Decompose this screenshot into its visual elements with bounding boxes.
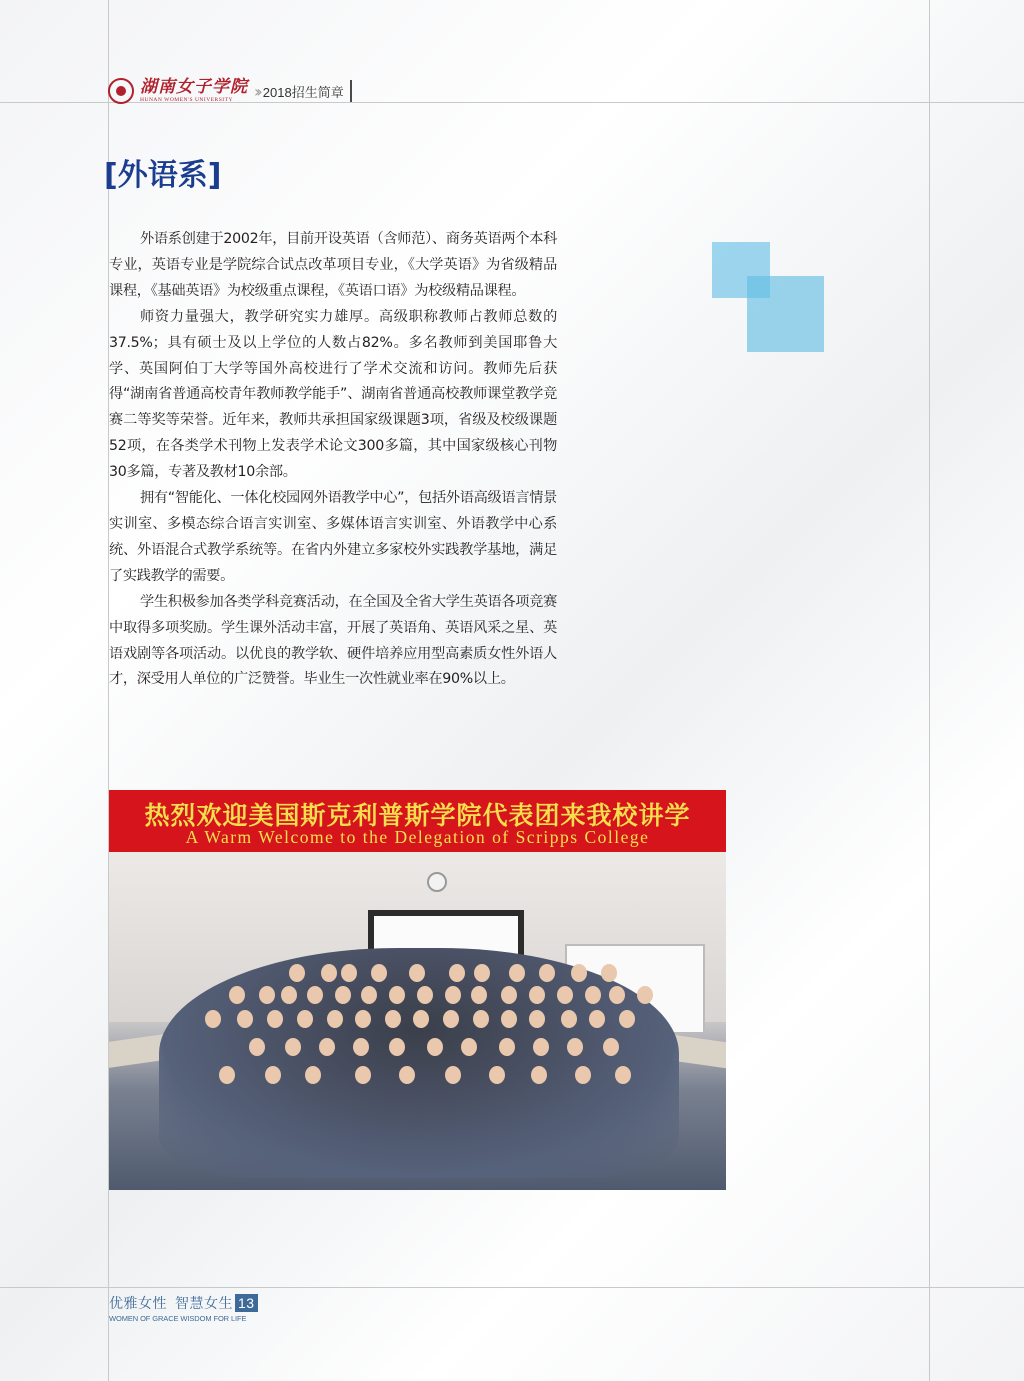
student-face bbox=[561, 1010, 577, 1028]
group-photo bbox=[109, 790, 726, 1190]
student-face bbox=[409, 964, 425, 982]
student-face bbox=[285, 1038, 301, 1056]
page-footer bbox=[109, 1293, 258, 1323]
student-face bbox=[341, 964, 357, 982]
logo-chinese-name: 湖南女子学院 bbox=[140, 76, 248, 97]
student-face bbox=[289, 964, 305, 982]
paragraph-students: 学生积极参加各类学科竞赛活动，在全国及全省大学生英语各项竞赛中取得多项奖励。学生课外活动丰富，开展了英语角、英语风采之星、英语戏剧等各项活动。以优良的教学软、硬件培养应用型高素质女性外语人才，深受用人单位的广泛赞誉。毕业生一次性就业率在90%以上。 bbox=[109, 593, 557, 688]
student-face bbox=[445, 986, 461, 1004]
student-face bbox=[571, 964, 587, 982]
student-face bbox=[529, 1010, 545, 1028]
student-face bbox=[355, 1010, 371, 1028]
student-face bbox=[557, 986, 573, 1004]
student-face bbox=[474, 964, 490, 982]
logo-english-name: HUNAN WOMEN'S UNIVERSITY bbox=[140, 96, 233, 103]
banner-chinese-text: 热烈欢迎美国斯克利普斯学院代表团来我校讲学 bbox=[144, 801, 691, 830]
student-face bbox=[361, 986, 377, 1004]
student-face bbox=[297, 1010, 313, 1028]
student-face bbox=[417, 986, 433, 1004]
student-face bbox=[327, 1010, 343, 1028]
student-face bbox=[371, 964, 387, 982]
student-face bbox=[265, 1066, 281, 1084]
student-face bbox=[473, 1010, 489, 1028]
student-face bbox=[539, 964, 555, 982]
department-description bbox=[109, 227, 557, 693]
page-header bbox=[108, 76, 352, 106]
student-face bbox=[575, 1066, 591, 1084]
student-group bbox=[159, 948, 679, 1178]
student-face bbox=[615, 1066, 631, 1084]
student-face bbox=[531, 1066, 547, 1084]
student-face bbox=[389, 1038, 405, 1056]
welcome-banner bbox=[109, 790, 726, 852]
page-number: 13 bbox=[235, 1294, 258, 1312]
paragraph-history: 外语系创建于2002年，目前开设英语（含师范）、商务英语两个本科专业，英语专业是学院综合试点改革项目专业，《大学英语》为省级精品课程，《基础英语》为校级重点课程，《英语口语》为校级精品课程。 bbox=[109, 231, 557, 299]
student-face bbox=[533, 1038, 549, 1056]
student-face bbox=[499, 1038, 515, 1056]
student-face bbox=[501, 986, 517, 1004]
student-face bbox=[529, 986, 545, 1004]
student-face bbox=[443, 1010, 459, 1028]
student-face bbox=[489, 1066, 505, 1084]
student-face bbox=[619, 1010, 635, 1028]
student-face bbox=[335, 986, 351, 1004]
student-face bbox=[229, 986, 245, 1004]
footer-slogan bbox=[109, 1293, 258, 1313]
decorative-square-large bbox=[747, 276, 824, 352]
student-face bbox=[307, 986, 323, 1004]
student-face bbox=[259, 986, 275, 1004]
student-face bbox=[267, 1010, 283, 1028]
student-face bbox=[501, 1010, 517, 1028]
student-face bbox=[413, 1010, 429, 1028]
student-face bbox=[399, 1066, 415, 1084]
footer-slogan-wisdom: 智慧女生 bbox=[175, 1296, 233, 1312]
student-face bbox=[305, 1066, 321, 1084]
student-face bbox=[219, 1066, 235, 1084]
student-face bbox=[509, 964, 525, 982]
paragraph-facilities: 拥有“智能化、一体化校园网外语教学中心”，包括外语高级语言情景实训室、多模态综合语言实训室、多媒体语言实训室、外语教学中心系统、外语混合式教学系统等。在省内外建立多家校外实践教学基地，满足了实践教学的需要。 bbox=[109, 490, 557, 584]
footer-slogan-english: WOMEN OF GRACE WISDOM FOR LIFE bbox=[109, 1314, 247, 1323]
student-face bbox=[589, 1010, 605, 1028]
department-title: [外语系] bbox=[104, 158, 222, 193]
university-seal-icon bbox=[108, 78, 134, 104]
student-face bbox=[281, 986, 297, 1004]
paragraph-faculty: 师资力量强大，教学研究实力雄厚。高级职称教师占教师总数的37.5%；具有硕士及以上学位的人数占82%。多名教师到美国耶鲁大学、英国阿伯丁大学等国外高校进行了学术交流和访问。教师先后获得“湖南省普通高校青年教师教学能手”、湖南省普通高校教师课堂教学竞赛二等奖等荣誉。近年来，教师共承担国家级课题3项，省级及校级课题 52项，在各类学术刊物上发表学术论文300多篇，其中国家级核心刊物30多篇，专著及教材10余部。 bbox=[109, 308, 557, 481]
student-face bbox=[321, 964, 337, 982]
student-face bbox=[449, 964, 465, 982]
student-face bbox=[389, 986, 405, 1004]
banner-english-text: A Warm Welcome to the Delegation of Scripps College bbox=[185, 827, 650, 847]
student-face bbox=[355, 1066, 371, 1084]
student-face bbox=[249, 1038, 265, 1056]
student-face bbox=[319, 1038, 335, 1056]
student-face bbox=[445, 1066, 461, 1084]
student-face bbox=[427, 1038, 443, 1056]
classroom-scene bbox=[109, 852, 726, 1190]
student-face bbox=[637, 986, 653, 1004]
student-face bbox=[461, 1038, 477, 1056]
student-face bbox=[567, 1038, 583, 1056]
student-face bbox=[353, 1038, 369, 1056]
student-face bbox=[585, 986, 601, 1004]
footer-slogan-grace: 优雅女性 bbox=[109, 1296, 167, 1312]
student-face bbox=[603, 1038, 619, 1056]
security-camera bbox=[427, 872, 447, 892]
double-chevron-right-icon: ›› bbox=[254, 81, 259, 101]
student-face bbox=[237, 1010, 253, 1028]
student-face bbox=[609, 986, 625, 1004]
student-face bbox=[601, 964, 617, 982]
crop-guide-right bbox=[929, 0, 930, 1381]
student-face bbox=[205, 1010, 221, 1028]
student-face bbox=[471, 986, 487, 1004]
student-face bbox=[385, 1010, 401, 1028]
header-divider bbox=[350, 80, 352, 102]
brochure-title: 2018招生简章 bbox=[262, 84, 344, 100]
university-logo bbox=[140, 76, 248, 104]
crop-guide-bottom bbox=[0, 1287, 1024, 1288]
